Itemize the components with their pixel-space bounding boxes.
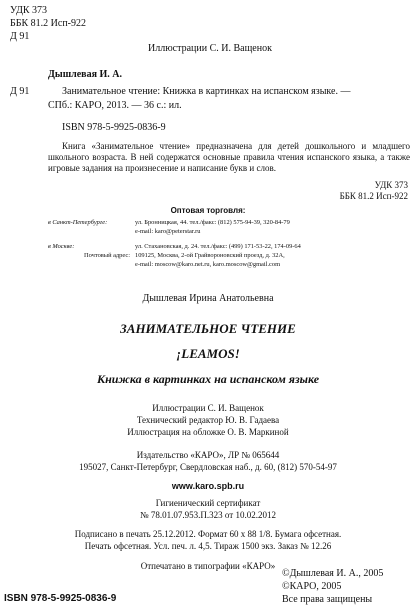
wholesale-msk-label: в Москве: (48, 243, 75, 250)
bbk-code: ББК 81.2 Исп-922 (10, 18, 86, 29)
credits-cover: Иллюстрация на обложке О. В. Маркиной (127, 427, 289, 437)
credits-illustrations: Иллюстрации С. И. Ващенок (152, 403, 264, 413)
title-main: ЗАНИМАТЕЛЬНОЕ ЧТЕНИЕ (120, 321, 296, 336)
author-mark: Д 91 (10, 31, 30, 42)
footer-rights: Все права защищены (282, 594, 373, 605)
print-signed: Подписано в печать 25.12.2012. Формат 60 х 88 1/8. Бумага офсетная. (74, 529, 342, 539)
subtitle: Книжка в картинках на испанском языке (96, 372, 320, 386)
wholesale-msk-line3: e-mail: moscow@karo.net.ru, karo.moscow@gmail.com (135, 261, 281, 268)
footer-copyright-publisher: ©КАРО, 2005 (282, 581, 342, 592)
bib-author: Дышлевая И. А. (48, 69, 122, 80)
wholesale-spb-label: в Санкт-Петербурге: (48, 219, 108, 226)
publisher-address: 195027, Санкт-Петербург, Свердловская наб., д. 60, (812) 570-54-97 (79, 462, 337, 472)
udk-code: УДК 373 (10, 5, 48, 16)
print-house: Отпечатано в типографии «КАРО» (140, 561, 276, 571)
certificate-title: Гигиенический сертификат (155, 498, 261, 508)
wholesale-msk-line1: ул. Стахановская, д. 24. тел./факс: (499) 171-53-22, 174-09-64 (135, 243, 301, 250)
author-full: Дышлевая Ирина Анатольевна (142, 293, 274, 304)
wholesale-spb-line2: e-mail: karo@peterstar.ru (135, 228, 201, 235)
credits-tech-editor: Технический редактор Ю. В. Гадаева (136, 415, 280, 425)
footer-copyright-author: ©Дышлевая И. А., 2005 (282, 568, 384, 579)
bib-code: Д 91 (10, 86, 30, 97)
certificate-number: № 78.01.07.953.П.323 от 10.02.2012 (140, 510, 276, 520)
bib-annotation: Книга «Занимательное чтение» предназначена для детей дошкольного и младшего школьного возраста. В ней содержатся основные правила чтения испанского языка, а также игровые задания на произнесение и написание букв и слов. (48, 141, 410, 173)
bib-line2: СПб.: КАРО, 2013. — 36 с.: ил. (48, 100, 182, 111)
illustrator-line: Иллюстрации С. И. Ващенок (148, 43, 272, 54)
bib-isbn: ISBN 978-5-9925-0836-9 (62, 122, 166, 133)
wholesale-msk-line2-label: Почтовый адрес: (84, 252, 130, 259)
wholesale-title: Оптовая торговля: (170, 206, 246, 215)
print-details: Печать офсетная. Усл. печ. л. 4,5. Тираж 1500 экз. Заказ № 12.26 (84, 541, 332, 551)
footer-isbn: ISBN 978-5-9925-0836-9 (4, 593, 117, 604)
right-bbk: ББК 81.2 Исп-922 (339, 191, 408, 201)
right-udk: УДК 373 (374, 180, 408, 190)
title-sub: ¡LEAMOS! (176, 346, 240, 361)
publisher-name: Издательство «КАРО», ЛР № 065644 (136, 450, 280, 460)
bib-line1: Занимательное чтение: Книжка в картинках на испанском языке. — (62, 86, 351, 97)
wholesale-msk-line2: 109125, Москва, 2-ой Грайвороновский проезд, д. 32А, (135, 252, 285, 259)
publisher-website[interactable]: www.karo.spb.ru (171, 481, 245, 491)
wholesale-spb-line1: ул. Бронницкая, 44. тел./факс: (812) 575-94-39, 320-84-79 (135, 219, 290, 226)
